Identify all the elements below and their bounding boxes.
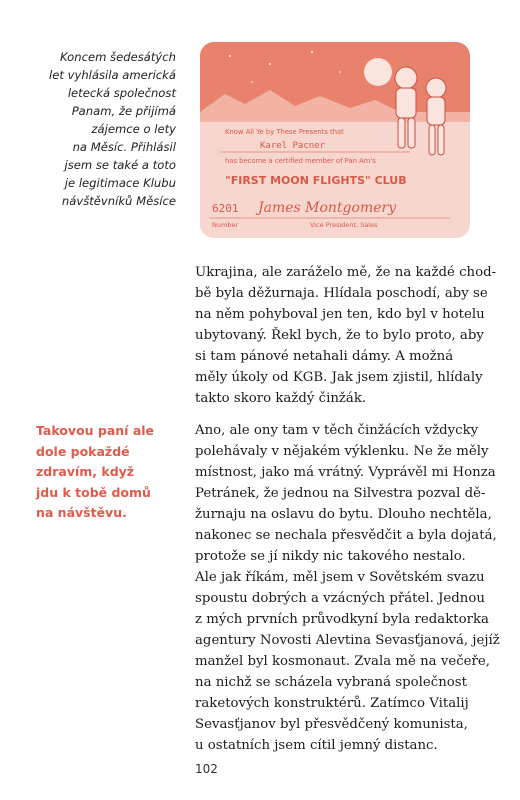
caption-line: jsem se také a toto — [64, 158, 176, 172]
text-line: z mých prvních průvodkyní byla redaktorka — [195, 612, 489, 627]
paragraph-2 — [195, 420, 500, 756]
page-number: 102 — [195, 762, 218, 776]
moon-club-membership-card — [200, 42, 470, 238]
caption-line: je legitimace Klubu — [64, 176, 176, 190]
text-line: místnost, jako má vrátný. Vyprávěl mi Honza — [195, 465, 496, 480]
card-vp-label: Vice President, Sales — [310, 221, 378, 229]
card-number-label: Number — [212, 221, 239, 229]
text-line: bě byla děžurnaja. Hlídala poschodí, aby se — [195, 286, 488, 301]
card-club-title: "FIRST MOON FLIGHTS" CLUB — [225, 174, 407, 187]
text-line: takto skoro každý činžák. — [195, 391, 367, 406]
margin-note — [36, 421, 166, 524]
text-line: Ale jak říkám, měl jsem v Sovětském svazu — [195, 570, 485, 585]
card-certified-text: has become a certified member of Pan Am's — [225, 157, 376, 165]
text-line: ubytovaný. Řekl bych, že to bylo proto, aby — [195, 328, 484, 343]
paragraph-1 — [195, 262, 497, 409]
text-line: si tam pánové netahali dámy. A možná — [195, 349, 454, 364]
text-line: žurnaju na oslavu do bytu. Dlouho nechtěla, — [195, 507, 492, 522]
margin-note-line: Takovou paní ale — [36, 423, 155, 438]
text-line: u ostatních jsem cítil jemný distanc. — [195, 738, 438, 753]
margin-note-line: na návštěvu. — [36, 505, 127, 520]
text-line: agentury Novosti Alevtina Sevasťjanová, jejíž — [195, 633, 500, 648]
text-line: manžel byl kosmonaut. Zvala mě na večeře, — [195, 654, 490, 669]
card-number-value: 6201 — [212, 202, 239, 215]
card-member-name: Karel Pacner — [260, 141, 326, 151]
caption-line: letecká společnost — [67, 86, 176, 100]
caption-line: návštěvníků Měsíce — [61, 194, 176, 208]
text-line: měly úkoly od KGB. Jak jsem zjistil, hlídaly — [195, 370, 483, 385]
text-line: na něm pohyboval jen ten, kdo byl v hotelu — [195, 307, 485, 322]
text-line: spoustu dobrých a vzácných přátel. Jednou — [195, 591, 485, 606]
card-know-all-text: Know All Ye by These Presents that — [225, 128, 344, 136]
caption-line: na Měsíc. Přihlásil — [72, 140, 176, 154]
text-line: Petránek, že jednou na Silvestra pozval dě- — [195, 486, 486, 501]
text-line: protože se jí nikdy nic takového nestalo. — [195, 549, 466, 564]
photo-caption — [30, 48, 176, 210]
margin-note-line: jdu k tobě domů — [36, 484, 151, 500]
text-line: Ukrajina, ale zaráželo mě, že na každé chod- — [195, 265, 497, 280]
text-line: Sevasťjanov byl přesvědčený komunista, — [195, 717, 468, 732]
text-line: polehávaly v nějakém výklenku. Ne že měly — [195, 444, 489, 459]
card-signature: James Montgomery — [258, 200, 397, 216]
caption-line: Panam, že přijímá — [71, 104, 176, 118]
margin-note-line: zdravím, když — [36, 464, 135, 479]
margin-note-line: dole pokaždé — [36, 443, 130, 459]
text-line: Ano, ale ony tam v těch činžácích vždycky — [195, 423, 479, 438]
earth-icon — [364, 58, 392, 86]
text-line: nakonec se nechala přesvědčit a byla dojatá, — [195, 528, 497, 543]
caption-line: Koncem šedesátých — [59, 50, 176, 64]
membership-card-image — [200, 42, 470, 238]
caption-line: zájemce o lety — [91, 122, 176, 136]
text-line: raketových konstruktérů. Zatímco Vitalij — [195, 696, 469, 711]
caption-line: let vyhlásila americká — [49, 68, 176, 82]
text-line: na nichž se scházela vybraná společnost — [195, 675, 467, 690]
